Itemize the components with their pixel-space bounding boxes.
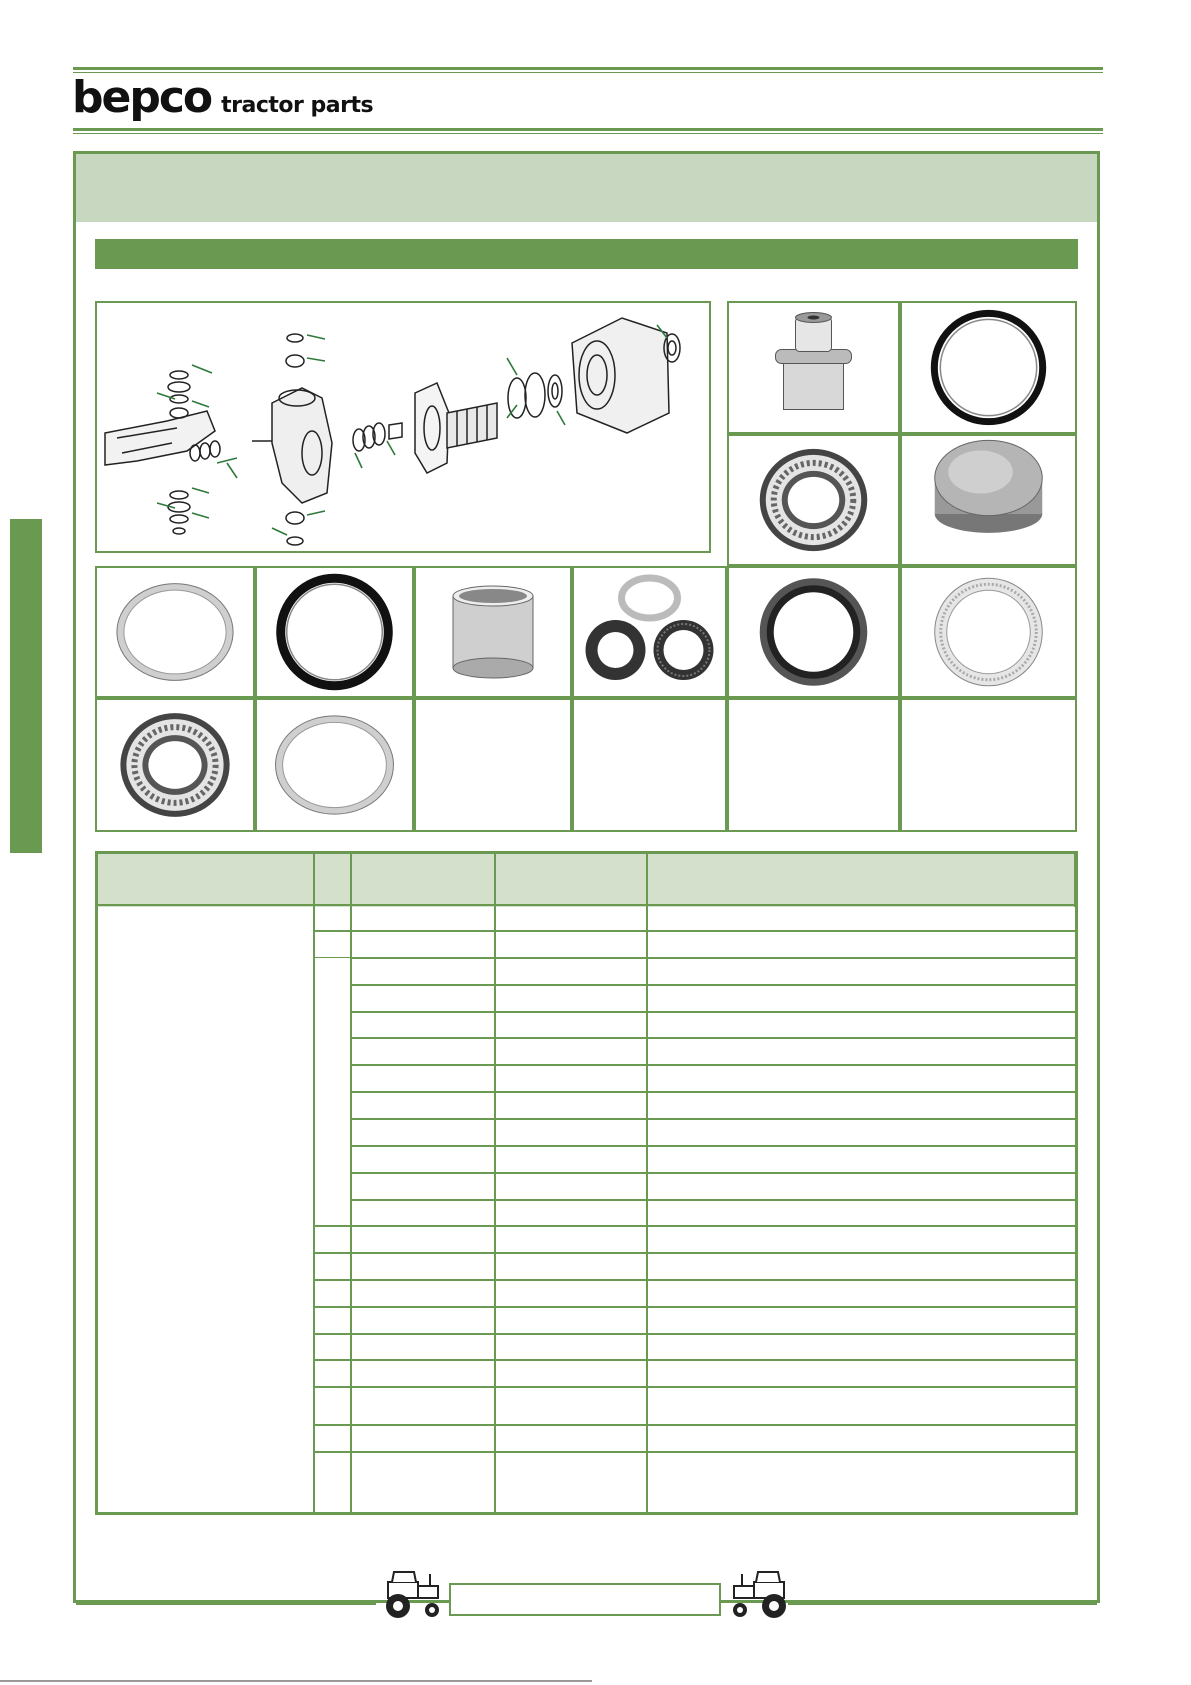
table-row-divider (314, 1359, 1075, 1361)
table-header-description (647, 854, 1075, 907)
table-row-divider (314, 1386, 1075, 1388)
oil-seal-icon (729, 568, 898, 696)
o-ring-icon (902, 303, 1075, 432)
table-row-divider (314, 1118, 1075, 1120)
o-ring-large-icon (257, 568, 412, 696)
table-row-divider (314, 1451, 1075, 1453)
seal-ring-icon (257, 700, 412, 830)
hub-cap-icon (902, 436, 1075, 564)
part-photo-shim (900, 566, 1077, 698)
part-photo-taper-roller-bearing (95, 698, 255, 832)
bottom-rule (0, 1680, 592, 1682)
page-number-box (449, 1583, 721, 1616)
table-row-divider (314, 957, 1075, 959)
parts-table (95, 851, 1078, 1515)
header-rule-top-1 (73, 67, 1103, 70)
empty-photo-cell (572, 698, 727, 832)
part-photo-pivot-pin (727, 301, 900, 434)
table-header-oe-no (495, 854, 647, 907)
table-header-ref (314, 854, 351, 907)
table-row-divider (314, 1199, 1075, 1201)
part-photo-seal-ring (255, 698, 414, 832)
table-row-divider (314, 1145, 1075, 1147)
exploded-view-drawing (97, 303, 713, 555)
table-row-divider (314, 1011, 1075, 1013)
table-column-divider (494, 854, 496, 1512)
bushing-icon (416, 568, 570, 696)
table-header-model (98, 854, 314, 907)
table-row-divider (314, 1333, 1075, 1335)
table-row-divider (314, 1306, 1075, 1308)
part-photo-o-ring-large (255, 566, 414, 698)
brand-logo (72, 72, 373, 123)
header-rule-bottom-1 (73, 128, 1103, 131)
table-row-divider (314, 1424, 1075, 1426)
footer-rule-left (76, 1602, 376, 1605)
side-section-tab (10, 519, 42, 853)
pivot-pin-icon (729, 303, 898, 432)
table-row-divider (314, 984, 1075, 986)
table-row-divider (98, 904, 1075, 906)
table-row-divider (314, 1091, 1075, 1093)
table-row-divider (314, 1279, 1075, 1281)
part-photo-bushing (414, 566, 572, 698)
logo-sub-text: tractor parts (221, 93, 374, 118)
header-rule-bottom-2 (73, 133, 1103, 134)
empty-photo-cell (727, 698, 900, 832)
table-row-divider (314, 1172, 1075, 1174)
exploded-view-diagram (95, 301, 711, 553)
table-row-divider (314, 1037, 1075, 1039)
part-photo-hub-cap (900, 434, 1077, 566)
table-row-divider (314, 1225, 1075, 1227)
empty-photo-cell (414, 698, 572, 832)
seal-ring-icon (97, 568, 253, 696)
logo-main-text: bepco (72, 72, 212, 123)
taper-roller-bearing-icon (97, 700, 253, 830)
tractor-icon (726, 1568, 792, 1620)
part-photo-o-ring (900, 301, 1077, 434)
empty-photo-cell (900, 698, 1077, 832)
table-header-part-no (351, 854, 495, 907)
part-photo-seal-and-shims (572, 566, 727, 698)
table-column-divider (646, 854, 648, 1512)
seal-and-shims-icon (574, 568, 725, 696)
table-row-divider (314, 1064, 1075, 1066)
table-row-divider (314, 1252, 1075, 1254)
table-column-divider (350, 854, 352, 1512)
title-band (76, 154, 1097, 222)
tractor-icon (380, 1568, 446, 1620)
table-row-divider (314, 930, 1075, 932)
part-photo-taper-roller-bearing (727, 434, 900, 566)
merged-ref-cell (315, 958, 350, 1224)
footer-rule-right (788, 1602, 1097, 1605)
shim-icon (902, 568, 1075, 696)
part-photo-oil-seal (727, 566, 900, 698)
part-photo-seal-ring (95, 566, 255, 698)
section-bar (95, 239, 1078, 269)
taper-roller-bearing-icon (729, 436, 898, 564)
